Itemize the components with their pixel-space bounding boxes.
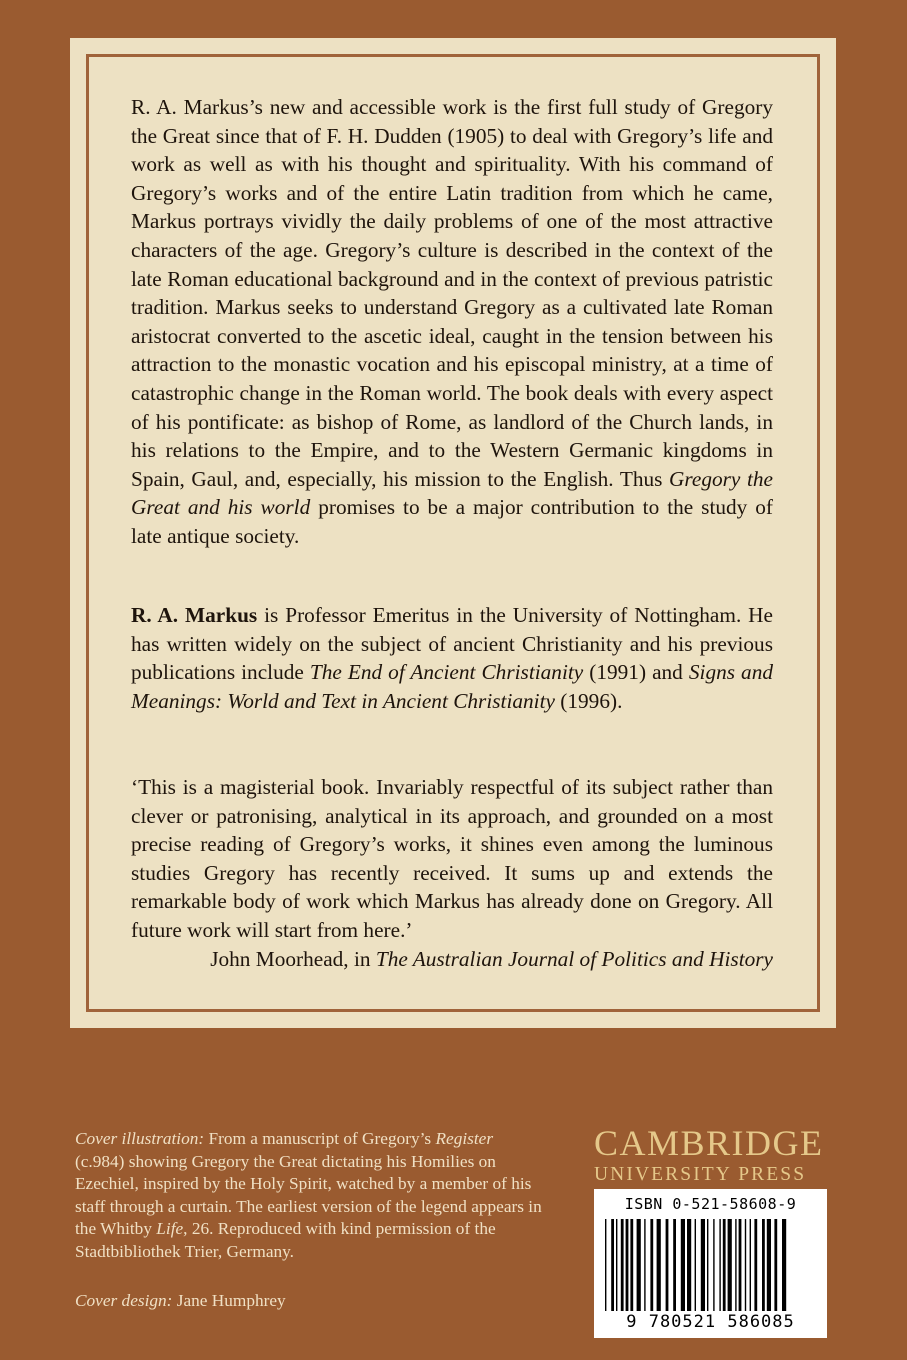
barcode-bar xyxy=(621,1219,624,1311)
previous-book-2: Signs and Meanings: World and Text in Ancient Christianity xyxy=(131,660,774,713)
barcode-bar xyxy=(782,1219,786,1311)
review-publication: The Australian Journal of Politics and History xyxy=(375,946,773,971)
barcode-bar xyxy=(605,1219,606,1311)
barcode-bars xyxy=(603,1219,818,1311)
barcode-bar xyxy=(745,1219,746,1311)
barcode-bar xyxy=(666,1219,669,1311)
barcode-bar xyxy=(723,1219,726,1311)
barcode-bar xyxy=(754,1219,757,1311)
barcode-bar xyxy=(644,1219,645,1311)
barcode-bar xyxy=(728,1219,732,1311)
barcode-bar xyxy=(767,1219,771,1311)
barcode-bar xyxy=(695,1219,696,1311)
barcode-bar xyxy=(701,1219,705,1311)
barcode-bar xyxy=(719,1219,720,1311)
barcode-bar xyxy=(739,1219,742,1311)
cover-design-credit: Cover design: Jane Humphrey xyxy=(75,1291,286,1310)
publisher-logo xyxy=(594,1124,827,1188)
review-quote: ‘This is a magisterial book. Invariably respectful of its subject rather than clever or patronising, analytical in its approach, and grounded on a most precise reading of Gregory’s works, it shines even among the luminous studies Gregory has recently received. It sums up and extends the remarkable body of work which Markus has already done on Gregory. All future work will start from here.’ John Moorhead, in The Australian Journal of Politics and History xyxy=(131,773,773,973)
barcode xyxy=(594,1189,827,1338)
barcode-bar xyxy=(681,1219,685,1311)
barcode-bar xyxy=(657,1219,661,1311)
barcode-bar xyxy=(774,1219,777,1311)
barcode-bar xyxy=(630,1219,633,1311)
publisher-subtitle: UNIVERSITY PRESS xyxy=(594,1164,807,1185)
barcode-bar xyxy=(611,1219,614,1311)
barcode-bar xyxy=(687,1219,691,1311)
barcode-bar xyxy=(735,1219,736,1311)
book-description: R. A. Markus’s new and accessible work is the first full study of Gregory the Great since that of F. H. Dudden (1905) to deal with Gregory’s life and work as well as with his thought and spirituality. With his command of Gregory’s works and of the entire Latin tradition from which he came, Markus portrays vividly the daily problems of one of the most attractive characters of the age. Gregory’s culture is described in the context of the late Roman educational background and in the context of previous patristic tradition. Markus seeks to understand Gregory as a cultivated late Roman aristocrat converted to the ascetic ideal, caught in the tension between his attraction to the monastic vocation and his episcopal ministry, at a time of catastrophic change in the Roman world. The book deals with every aspect of his pontificate: as bishop of Rome, as landlord of the Church lands, in his relations to the Empire, and to the Western Germanic kingdoms in Spain, Gaul, and, especially, his mission to the English. Thus Gregory the Great and his world promises to be a major contribution to the study of late antique society. xyxy=(131,95,774,548)
previous-book-1: The End of Ancient Christianity xyxy=(309,660,584,685)
publisher-name: CAMBRIDGE xyxy=(594,1123,824,1163)
barcode-bar xyxy=(650,1219,653,1311)
barcode-bar xyxy=(762,1219,765,1311)
isbn-label: ISBN 0-521-58608-9 xyxy=(624,1195,797,1213)
barcode-bar xyxy=(713,1219,714,1311)
cover-illustration-credit: Cover illustration: From a manuscript of Gregory’s Register (c.984) showing Gregory the Great dictating his Homilies on Ezechiel, inspired by the Holy Spirit, watched by a member of his staff through a curtain. The earliest version of the legend appears in the Whitby Life, 26. Reproduced with kind permission of the Stadtbibliothek Trier, Germany. xyxy=(75,1129,542,1261)
barcode-number: 9 780521 586085 xyxy=(594,1312,827,1332)
barcode-bar xyxy=(673,1219,676,1311)
barcode-bar xyxy=(750,1219,751,1311)
barcode-bar xyxy=(707,1219,708,1311)
review-attribution: John Moorhead, in The Australian Journal of Politics and History xyxy=(210,946,773,971)
barcode-bar xyxy=(626,1219,629,1311)
book-title-italic: Gregory the Great and his world xyxy=(131,466,773,520)
author-name: R. A. Markus xyxy=(131,603,258,627)
barcode-bar xyxy=(637,1219,641,1311)
author-bio: R. A. Markus is Professor Emeritus in the University of Nottingham. He has written widely on the subject of ancient Christianity and his previous publications include The End of Ancient Christianity (1991) and Signs and Meanings: World and Text in Ancient Christianity (1996). xyxy=(131,603,774,713)
barcode-bar xyxy=(616,1219,617,1311)
